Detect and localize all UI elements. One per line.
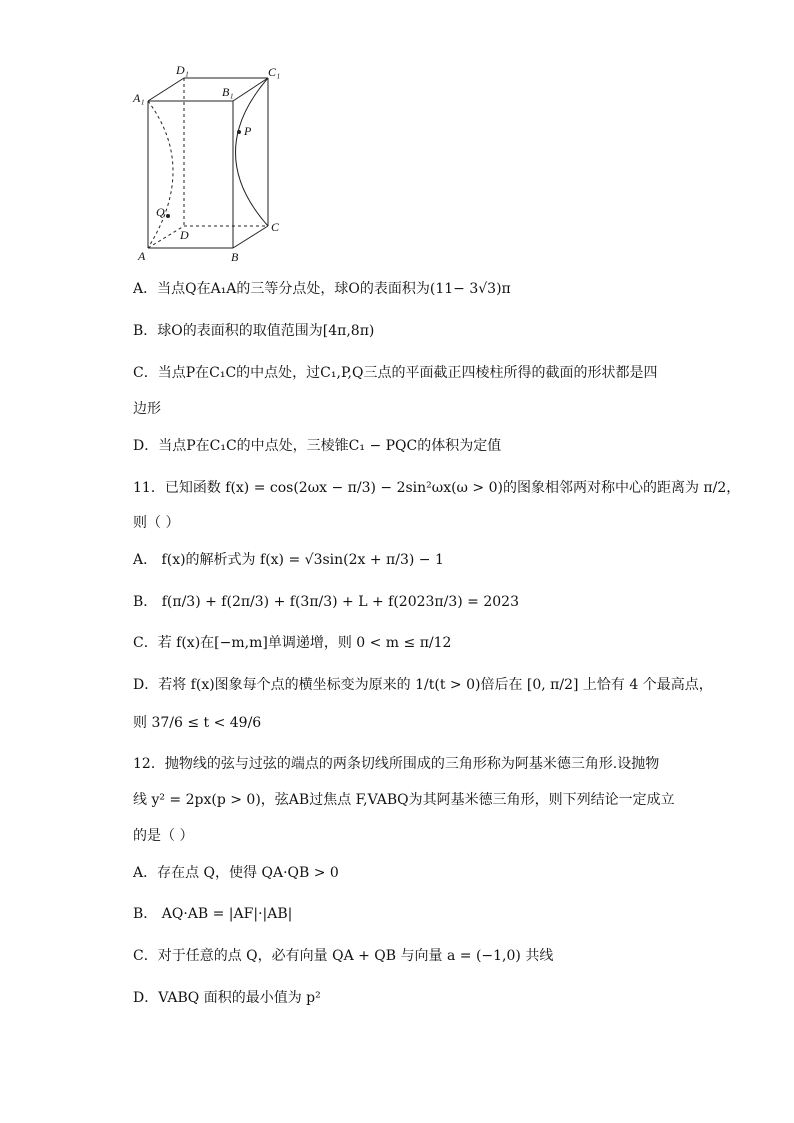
q11-stem-line1: 11．已知函数 f(x) = cos(2ωx − π/3) − 2sin²ωx(ω > 0)的图象相邻两对称中心的距离为 π/2， bbox=[133, 480, 741, 496]
q12-option-c: C．对于任意的点 Q，必有向量 QA + QB 与向量 a = (−1,0) 共线 bbox=[133, 948, 554, 964]
edge-BC bbox=[233, 226, 268, 248]
q11-option-d-line1: D．若将 f(x)图象每个点的横坐标变为原来的 1/t(t > 0)倍后在 [0, π/2] 上恰有 4 个最高点， bbox=[133, 677, 713, 693]
label-A: A bbox=[138, 249, 146, 263]
label-B1: B₁ bbox=[222, 85, 234, 99]
point-P bbox=[237, 130, 241, 134]
q12-stem-line1: 12．抛物线的弦与过弦的端点的两条切线所围成的三角形称为阿基米德三角形.设抛物 bbox=[133, 756, 660, 772]
label-Q: Q bbox=[156, 205, 165, 219]
q11-option-d-line2: 则 37/6 ≤ t < 49/6 bbox=[133, 715, 262, 731]
q11-option-b: B． f(π/3) + f(2π/3) + f(3π/3) + L + f(2023π/3) = 2023 bbox=[133, 594, 519, 610]
label-B: B bbox=[231, 250, 239, 264]
q12-option-a: A．存在点 Q，使得 QA·QB > 0 bbox=[133, 865, 339, 881]
q10-option-c-line1: C．当点P在C₁C的中点处，过C₁,P,Q三点的平面截正四棱柱所得的截面的形状都是四 bbox=[133, 365, 658, 381]
label-D1: D₁ bbox=[176, 63, 189, 77]
q10-option-a: A．当点Q在A₁A的三等分点处，球O的表面积为(11− 3√3)π bbox=[133, 281, 511, 297]
q12-stem-line2: 线 y² = 2px(p > 0)，弦AB过焦点 F,VABQ为其阿基米德三角形，则下列结论一定成立 bbox=[133, 792, 675, 808]
q11-option-c: C．若 f(x)在[−m,m]单调递增，则 0 < m ≤ π/12 bbox=[133, 635, 452, 651]
edge-A1D1 bbox=[148, 78, 184, 101]
point-Q bbox=[166, 214, 170, 218]
label-A1: A₁ bbox=[133, 91, 145, 105]
q12-stem-line3: 的是（ ） bbox=[133, 828, 194, 844]
q12-option-b: B． AQ·AB = |AF|·|AB| bbox=[133, 906, 293, 922]
edge-AD-hidden bbox=[148, 226, 184, 248]
q10-option-d: D．当点P在C₁C的中点处，三棱锥C₁ − PQC的体积为定值 bbox=[133, 438, 502, 454]
prism-figure bbox=[118, 58, 308, 268]
solid-arc-C1C bbox=[236, 78, 269, 226]
q10-option-b: B．球O的表面积的取值范围为[4π,8π) bbox=[133, 323, 375, 339]
label-C: C bbox=[271, 220, 280, 234]
label-D: D bbox=[180, 228, 189, 242]
label-P: P bbox=[244, 124, 252, 138]
label-C1: C₁ bbox=[268, 65, 281, 79]
q10-option-c-line2: 边形 bbox=[133, 401, 161, 417]
q11-stem-line2: 则（ ） bbox=[133, 515, 180, 531]
edge-B1C1 bbox=[233, 78, 268, 101]
q11-option-a: A． f(x)的解析式为 f(x) = √3sin(2x + π/3) − 1 bbox=[133, 552, 444, 568]
dashed-arc-A1A bbox=[148, 101, 173, 248]
q12-option-d: D．VABQ 面积的最小值为 p² bbox=[133, 990, 321, 1006]
